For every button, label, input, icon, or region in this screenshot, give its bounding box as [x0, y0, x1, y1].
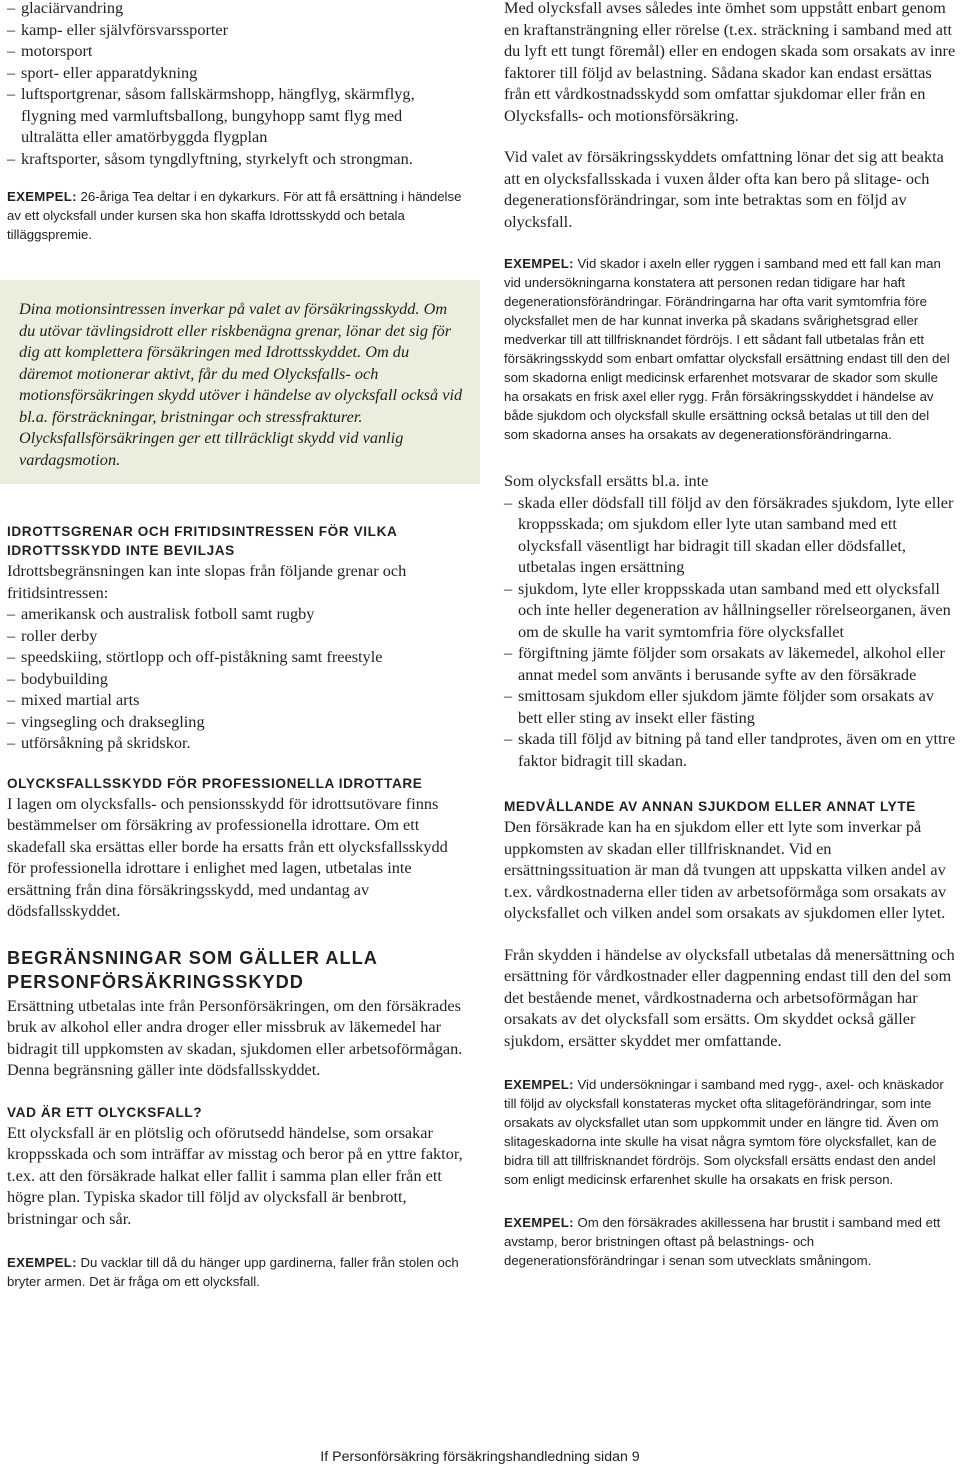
list-item: – speedskiing, störtlopp och off-piståkning samt freestyle — [7, 646, 467, 668]
paragraph: Med olycksfall avses således inte ömhet som uppstått enbart genom en kraftansträngning eller rörelse (t.ex. sträckning i samband med att du lyft ett tungt föremål) eller en endogen skada som orsakats av inre faktorer till följd av belastning. Sådana skador kan endast ersättas från ett vårdkostnadsskydd som omfattar sjukdomar eller från en Olycksfalls- och motionsförsäkring. — [504, 0, 956, 125]
heading-limitations: BEGRÄNSNINGAR SOM GÄLLER ALLA PERSONFÖRSÄKRINGSSKYDD — [7, 947, 378, 992]
excluded-list — [7, 603, 467, 754]
list-item: – smittosam sjukdom eller sjukdom jämte följder som orsakats av bett eller sting av insekt eller fästing — [504, 685, 956, 728]
list-item: – vingsegling och draksegling — [7, 711, 467, 733]
example-label: EXEMPEL: — [504, 256, 574, 271]
heading-professional-athletes: OLYCKSFALLSSKYDD FÖR PROFESSIONELLA IDROTTARE — [7, 775, 423, 791]
left-column — [7, 0, 467, 1291]
list-item: – utförsåkning på skridskor. — [7, 732, 467, 754]
list-item: – luftsportgrenar, såsom fallskärmshopp, hängflyg, skärmflyg, flygning med varmluftsballong, bungyhopp samt flyg med ultralätta eller amatörbyggda flygplan — [7, 83, 467, 148]
list-item: – sport- eller apparatdykning — [7, 62, 467, 84]
example-text: 26-åriga Tea deltar i en dykarkurs. För att få ersättning i händelse av ett olycksfall under kursen ska hon skaffa Idrottsskydd och betala tilläggspremie. — [7, 189, 462, 242]
professional-text: I lagen om olycksfalls- och pensionsskydd för idrottsutövare finns bestämmelser om försäkring av professionella idrottare. Om ett skadefall ska ersättas eller borde ha ersatts från ett olycksfallsskydd för professionella idrottare i enlighet med lagen, utbetalas inte ersättning från dina försäkringsskydd, med undantag av dödsfallsskyddet. — [7, 793, 448, 920]
heading-contributing-illness: MEDVÅLLANDE AV ANNAN SJUKDOM ELLER ANNAT LYTE — [504, 799, 916, 814]
contributing-text: Den försäkrade kan ha en sjukdom eller ett lyte som inverkar på uppkomsten av skadan eller tillfrisknandet. Vid en ersättningssituation är man då tvungen att uppskatta vilken andel av t.ex. vårdkostnaderna eller tiden av arbetsoförmåga som orsakats av olycksfallet och vilken andel som orsakats av sjukdomen eller lytet. — [504, 817, 947, 922]
list-item: – skada till följd av bitning på tand eller tandprotes, även om en yttre faktor bidragit till skadan. — [504, 728, 956, 771]
list-item: – förgiftning jämte följder som orsakats av läkemedel, alkohol eller annat medel som använts i berusande syfte av den försäkrade — [504, 642, 956, 685]
activity-list — [7, 0, 467, 169]
tip-text: Dina motionsintressen inverkar på valet av försäkringsskydd. Om du utövar tävlingsidrott eller riskbenägna grenar, lönar det sig för dig att komplettera försäkringen med Idrottsskyddet. Om du däremot motionerar aktivt, får du med Olycksfalls- och motionsförsäkringen skydd utöver i händelse av olycksfall också vid bl.a. försträckningar, bristningar och stressfrakturer. Olycksfallsförsäkringen ger ett tillräckligt skydd vid vanlig vardagsmotion. — [19, 299, 463, 469]
right-column — [504, 0, 956, 1270]
list-item: – skada eller dödsfall till följd av den försäkrades sjukdom, lyte eller kroppsskada; om sjukdom eller lyte utan samband med ett olycksfall väsentligt har bidragit till skadan eller dödsfallet, utbetalas ingen ersättning — [504, 492, 956, 578]
example-text: Du vacklar till då du hänger upp gardinerna, faller från stolen och bryter armen. Det är fråga om ett olycksfall. — [7, 1255, 459, 1289]
tip-box — [0, 280, 480, 484]
example-text: Vid skador i axeln eller ryggen i samband med ett fall kan man vid undersökningarna konstatera att personen redan tidigare har haft degenerationsförändringar. Förändringarna har ofta varit symtomfria före olycksfallet men de har kunnat inverka på skadans svårighetsgrad eller medverkar till att tillfrisknandet fördröjs. I ett sådant fall utbetalas från ett försäkringsskydd som enbart omfattar olycksfall ersättning endast till den del som skadorna enligt medicinsk erfarenhet motsvarar de skador som skulle ha orsakats en frisk axel eller rygg. Från försäkringsskyddet i händelse av både sjukdom och olycksfall skulle ersättning också betalas ut till den del som skadorna anses ha orsakats av degenerationsförändringarna. — [504, 256, 950, 442]
example-label: EXEMPEL: — [504, 1215, 574, 1230]
list-item: – motorsport — [7, 40, 467, 62]
list-item: – kraftsporter, såsom tyngdlyftning, styrkelyft och strongman. — [7, 148, 467, 170]
list-item: – bodybuilding — [7, 668, 467, 690]
example-1 — [7, 187, 467, 244]
list-item: – glaciärvandring — [7, 0, 467, 19]
list-item: – amerikansk och australisk fotboll samt rugby — [7, 603, 467, 625]
heading-excluded-sports: IDROTTSGRENAR OCH FRITIDSINTRESSEN FÖR VILKA IDROTTSSKYDD INTE BEVILJAS — [7, 524, 397, 558]
limitations-text: Ersättning utbetalas inte från Personförsäkringen, om den försäkrades bruk av alkohol eller andra droger eller missbruk av läkemedel har bidragit till uppkomsten av skadan, sjukdomen eller arbetsoförmågan. Denna begränsning gäller inte dödsfallsskyddet. — [7, 995, 463, 1079]
not-compensated-list — [504, 492, 956, 772]
excluded-intro: Idrottsbegränsningen kan inte slopas från följande grenar och fritidsintressen: — [7, 561, 407, 602]
list-item: – roller derby — [7, 625, 467, 647]
contributing-text: Från skydden i händelse av olycksfall utbetalas då menersättning och ersättning för vårdkostnader eller dagpenning endast till den del som det bestående menet, vårdkostnaderna och arbetsoförmågan har orsakats av det olycksfall som ersätts. Om skyddet också gäller sjukdom, ersätter skyddet mer omfattande. — [504, 944, 955, 1050]
list-item: – sjukdom, lyte eller kroppsskada utan samband med ett olycksfall och inte heller degeneration av hållningseller rörelseorganen, även om de skulle ha varit symtomfria före olycksfallet — [504, 578, 956, 643]
list-item: – mixed martial arts — [7, 689, 467, 711]
list-item: – kamp- eller självförsvarssporter — [7, 19, 467, 41]
example-label: EXEMPEL: — [7, 189, 77, 204]
accident-text: Ett olycksfall är en plötslig och oförutsedd händelse, som orsakar kroppsskada och som inträffar av misstag och beror på en yttre faktor, t.ex. att den försäkrade halkat eller fallit i samma plan eller från ett högre plan. Typiska skador till följd av olycksfall är benbrott, bristningar och sår. — [7, 1122, 463, 1228]
heading-what-is-accident: VAD ÄR ETT OLYCKSFALL? — [7, 1104, 203, 1120]
example-4 — [504, 1075, 956, 1189]
example-5 — [504, 1213, 956, 1270]
example-2 — [7, 1253, 467, 1291]
page-footer: If Personförsäkring försäkringshandledning sidan 9 — [320, 1449, 640, 1465]
not-compensated-intro: Som olycksfall ersätts bl.a. inte — [504, 471, 709, 490]
paragraph: Vid valet av försäkringsskyddets omfattning lönar det sig att beakta att en olycksfallsskada i vuxen ålder ofta kan bero på slitage- och degenerationsförändringar, som inte betraktas som en följd av olycksfall. — [504, 147, 944, 231]
example-label: EXEMPEL: — [7, 1255, 77, 1270]
example-text: Vid undersökningar i samband med rygg-, axel- och knäskador till följd av olycksfall konstateras mycket ofta slitageförändringar, som inte orsakats av olycksfallet utan som uppkommit under en längre tid. Även om slitageskadorna inte skulle ha visat några symtom före olycksfallet, kan de bidra till att tillfrisknandet fördröjs. Som olycksfall ersätts endast den andel som enligt medicinsk erfarenhet skulle ha orsakats en frisk person. — [504, 1077, 944, 1187]
example-label: EXEMPEL: — [504, 1077, 574, 1092]
example-3 — [504, 254, 956, 444]
example-text: Om den försäkrades akillessena har brustit i samband med ett avstamp, beror bristningen oftast på belastnings- och degenerationsförändringar i senan som utvecklats småningom. — [504, 1215, 941, 1268]
